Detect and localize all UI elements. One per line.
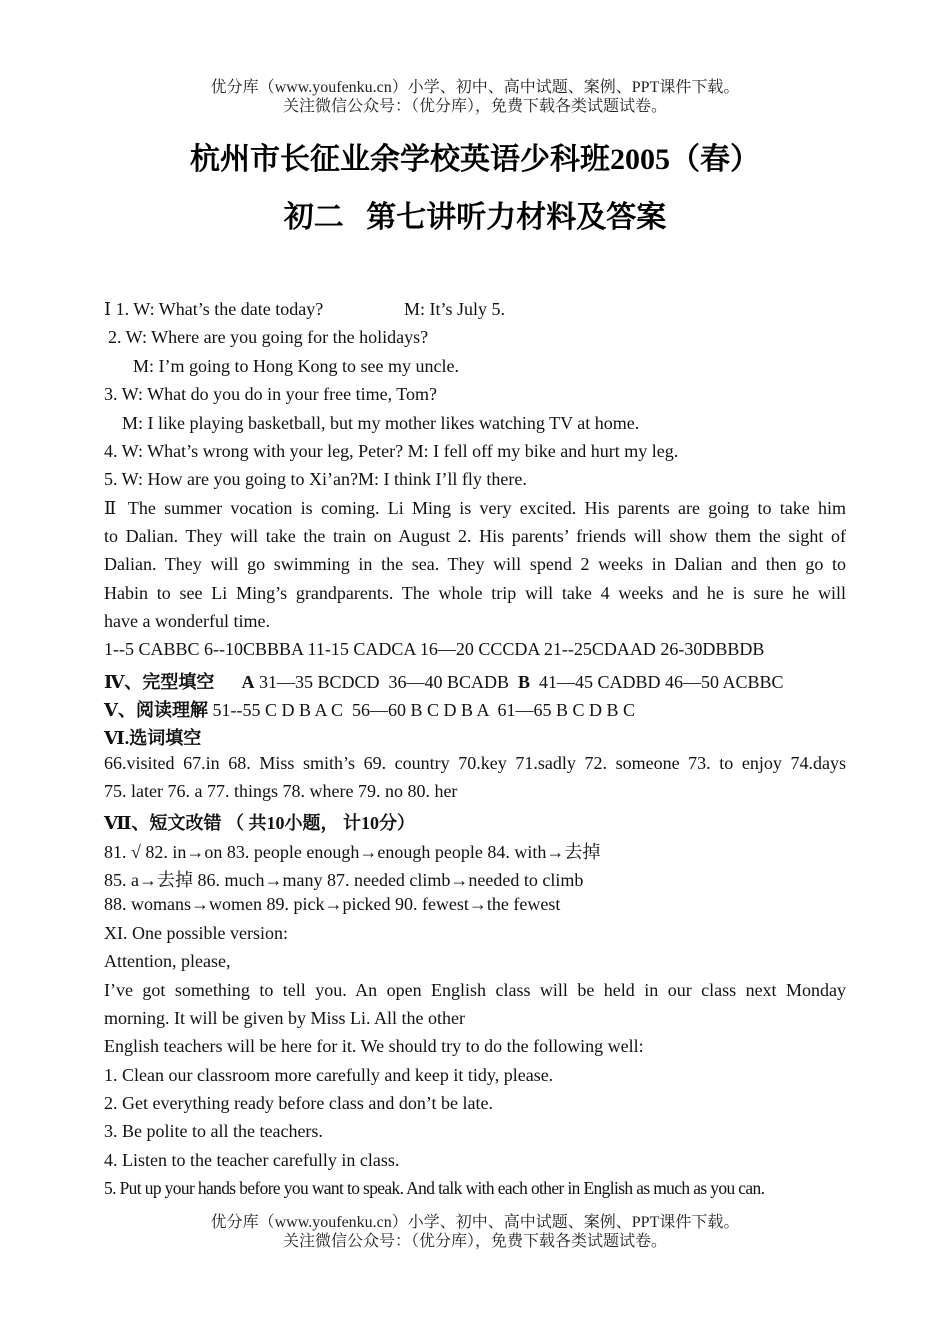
section-xi-item-2: 2. Get everything ready before class and don’t be late.: [104, 1093, 494, 1113]
section-v-answers: 51--55 C D B A C 56—60 B C D B A 61—65 B C D B C: [207, 700, 636, 720]
section-v-label: Ⅴ、阅读理解: [104, 700, 208, 720]
section-iv-label: Ⅳ、完型填空: [104, 672, 215, 692]
section1-line-6: 4. W: What’s wrong with your leg, Peter? M: I fell off my bike and hurt my leg.: [104, 441, 679, 461]
section-vi-line-1: 66.visited 67.in 68. Miss smith’s 69. country 70.key 71.sadly 72. someone 73. to enjoy 74.days: [104, 753, 846, 773]
footer-line-1: 优分库（www.youfenku.cn）小学、初中、高中试题、案例、PPT课件下载。: [210, 1214, 740, 1231]
section1-line-7: 5. W: How are you going to Xi’an?M: I think I’ll fly there.: [104, 469, 527, 489]
section-xi-line-4: morning. It will be given by Miss Li. All the other: [104, 1008, 465, 1028]
header-line-1: 优分库（www.youfenku.cn）小学、初中、高中试题、案例、PPT课件下载。: [210, 79, 740, 96]
section1-line-5: M: I like playing basketball, but my mother likes watching TV at home.: [122, 413, 640, 433]
section1-line-2: 2. W: Where are you going for the holidays?: [108, 327, 429, 347]
section-xi-heading: XI. One possible version:: [104, 923, 288, 943]
section-xi-line-5: English teachers will be here for it. We should try to do the following well:: [104, 1036, 644, 1056]
page-footer: [0, 1213, 950, 1251]
section-xi-item-5: 5. Put up your hands before you want to speak. And talk with each other in English as much as you can.: [104, 1178, 765, 1198]
section-vii-label: Ⅶ、短文改错 （ 共10小题， 计10分）: [104, 813, 415, 833]
answers-row-1: 1--5 CABBC 6--10CBBBA 11-15 CADCA 16—20 CCCDA 21--25CDAAD 26-30DBBDB: [104, 639, 765, 659]
section-iv-a-answers: 31—35 BCDCD 36—40 BCADB: [254, 672, 518, 692]
section-vi-line-2: 75. later 76. a 77. things 78. where 79. no 80. her: [104, 781, 458, 801]
section-xi-line-3: I’ve got something to tell you. An open English class will be held in our class next Monday: [104, 980, 846, 1000]
section-iv-a-label: A: [241, 672, 255, 692]
section2-line-1: Ⅱ The summer vocation is coming. Li Ming is very excited. His parents are going to take him: [104, 498, 846, 518]
page-header: [0, 78, 950, 116]
dialog-1-woman: Ⅰ 1. W: What’s the date today?: [104, 299, 324, 319]
section2-line-5: have a wonderful time.: [104, 611, 270, 631]
section-vi-label: Ⅵ.选词填空: [104, 728, 202, 748]
answers-section-v: [104, 696, 846, 722]
section-vii-line-2: 85. a→去掉 86. much→many 87. needed climb→needed to climb: [104, 870, 584, 890]
section-iv-b-label: B: [517, 672, 530, 692]
header-line-2: 关注微信公众号：（优分库），免费下载各类试题试卷。: [282, 98, 667, 115]
answers-section-iv: [104, 668, 846, 694]
section-xi-item-4: 4. Listen to the teacher carefully in class.: [104, 1150, 400, 1170]
section1-line-3: M: I’m going to Hong Kong to see my uncle.: [133, 356, 459, 376]
document-title-line-1: 杭州市长征业余学校英语少科班2005（春）: [190, 143, 760, 176]
section-iv-b-answers: 41—45 CADBD 46—50 ACBBC: [529, 672, 784, 692]
document-title-line-2: 初二 第七讲听力材料及答案: [283, 201, 667, 234]
section1-line-4: 3. W: What do you do in your free time, Tom?: [104, 384, 438, 404]
section1-line-1: [104, 299, 846, 320]
section2-line-2: to Dalian. They will take the train on August 2. His parents’ friends will show them the sight of: [104, 526, 846, 546]
section2-line-3: Dalian. They will go swimming in the sea. They will spend 2 weeks in Dalian and then go to: [104, 554, 846, 574]
section2-line-4: Habin to see Li Ming’s grandparents. The whole trip will take 4 weeks and he is sure he will: [104, 583, 846, 603]
section-vii-line-1: 81. √ 82. in→on 83. people enough→enough people 84. with→去掉: [104, 842, 601, 862]
section-xi-item-3: 3. Be polite to all the teachers.: [104, 1121, 323, 1141]
section-vii-line-3: 88. womans→women 89. pick→picked 90. fewest→the fewest: [104, 894, 561, 914]
footer-line-2: 关注微信公众号：（优分库），免费下载各类试题试卷。: [282, 1233, 667, 1250]
section-xi-item-1: 1. Clean our classroom more carefully and keep it tidy, please.: [104, 1065, 554, 1085]
dialog-1-man: M: It’s July 5.: [404, 299, 506, 319]
section-xi-greeting: Attention, please,: [104, 951, 231, 971]
